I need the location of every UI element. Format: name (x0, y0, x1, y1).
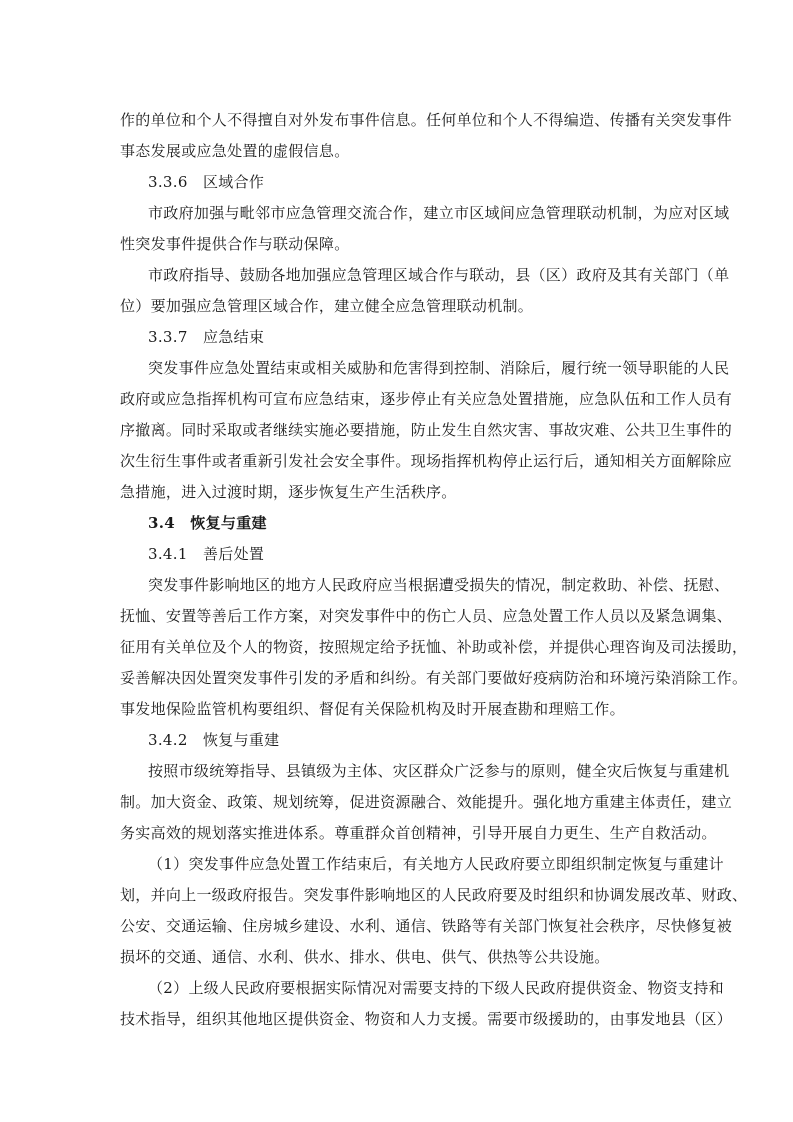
section-heading-3-4: 3.4 恢复与重建 (148, 514, 267, 532)
body-text-line: 事态发展或应急处置的虚假信息。 (120, 142, 350, 160)
body-text-line: （1）突发事件应急处置工作结束后，有关地方人民政府要立即组织制定恢复与重建计 (148, 855, 724, 873)
body-text-line: 妥善解决因处置突发事件引发的矛盾和纠纷。有关部门要做好疫病防治和环境污染消除工作。 (120, 669, 748, 687)
body-text-line: 位）要加强应急管理区域合作，建立健全应急管理联动机制。 (120, 297, 534, 315)
body-text-line: 公安、交通运输、住房城乡建设、水利、通信、铁路等有关部门恢复社会秩序，尽快修复被 (120, 917, 733, 935)
body-text-line: 技术指导，组织其他地区提供资金、物资和人力支援。需要市级援助的，由事发地县（区） (120, 1010, 733, 1028)
body-text-line: 务实高效的规划落实推进体系。尊重群众首创精神，引导开展自力更生、生产自救活动。 (120, 824, 717, 842)
body-text-line: 突发事件影响地区的地方人民政府应当根据遭受损失的情况，制定救助、补偿、抚慰、 (148, 576, 730, 594)
body-text-line: 市政府指导、鼓励各地加强应急管理区域合作与联动，县（区）政府及其有关部门（单 (148, 266, 730, 284)
body-text-line: 制。加大资金、政策、规划统筹，促进资源融合、效能提升。强化地方重建主体责任，建立 (120, 793, 733, 811)
body-text-line: 征用有关单位及个人的物资，按照规定给予抚恤、补助或补偿，并提供心理咨询及司法援助， (120, 638, 748, 656)
section-heading-3-4-1: 3.4.1 善后处置 (148, 545, 265, 563)
section-heading-3-3-7: 3.3.7 应急结束 (148, 328, 265, 346)
body-text-line: 损坏的交通、通信、水利、供水、排水、供电、供气、供热等公共设施。 (120, 948, 610, 966)
body-text-line: 政府或应急指挥机构可宣布应急结束，逐步停止有关应急处置措施，应急队伍和工作人员有 (120, 390, 733, 408)
body-text-line: 抚恤、安置等善后工作方案，对突发事件中的伤亡人员、应急处置工作人员以及紧急调集、 (120, 607, 733, 625)
body-text-line: 急措施，进入过渡时期，逐步恢复生产生活秩序。 (120, 483, 457, 501)
body-text-line: 市政府加强与毗邻市应急管理交流合作，建立市区域间应急管理联动机制，为应对区域 (148, 204, 730, 222)
body-text-line: 序撤离。同时采取或者继续实施必要措施，防止发生自然灾害、事故灾难、公共卫生事件的 (120, 421, 733, 439)
section-heading-3-3-6: 3.3.6 区域合作 (148, 173, 265, 191)
body-text-line: 划，并向上一级政府报告。突发事件影响地区的人民政府要及时组织和协调发展改革、财政、 (120, 886, 748, 904)
body-text-line: （2）上级人民政府要根据实际情况对需要支持的下级人民政府提供资金、物资支持和 (148, 979, 724, 997)
body-text-line: 作的单位和个人不得擅自对外发布事件信息。任何单位和个人不得编造、传播有关突发事件 (120, 111, 733, 129)
body-text-line: 次生衍生事件或者重新引发社会安全事件。现场指挥机构停止运行后，通知相关方面解除应 (120, 452, 733, 470)
body-text-line: 性突发事件提供合作与联动保障。 (120, 235, 350, 253)
body-text-line: 事发地保险监管机构要组织、督促有关保险机构及时开展查勘和理赔工作。 (120, 700, 625, 718)
section-heading-3-4-2: 3.4.2 恢复与重建 (148, 731, 280, 749)
body-text-line: 突发事件应急处置结束或相关威胁和危害得到控制、消除后，履行统一领导职能的人民 (148, 359, 730, 377)
body-text-line: 按照市级统筹指导、县镇级为主体、灾区群众广泛参与的原则，健全灾后恢复与重建机 (148, 762, 730, 780)
